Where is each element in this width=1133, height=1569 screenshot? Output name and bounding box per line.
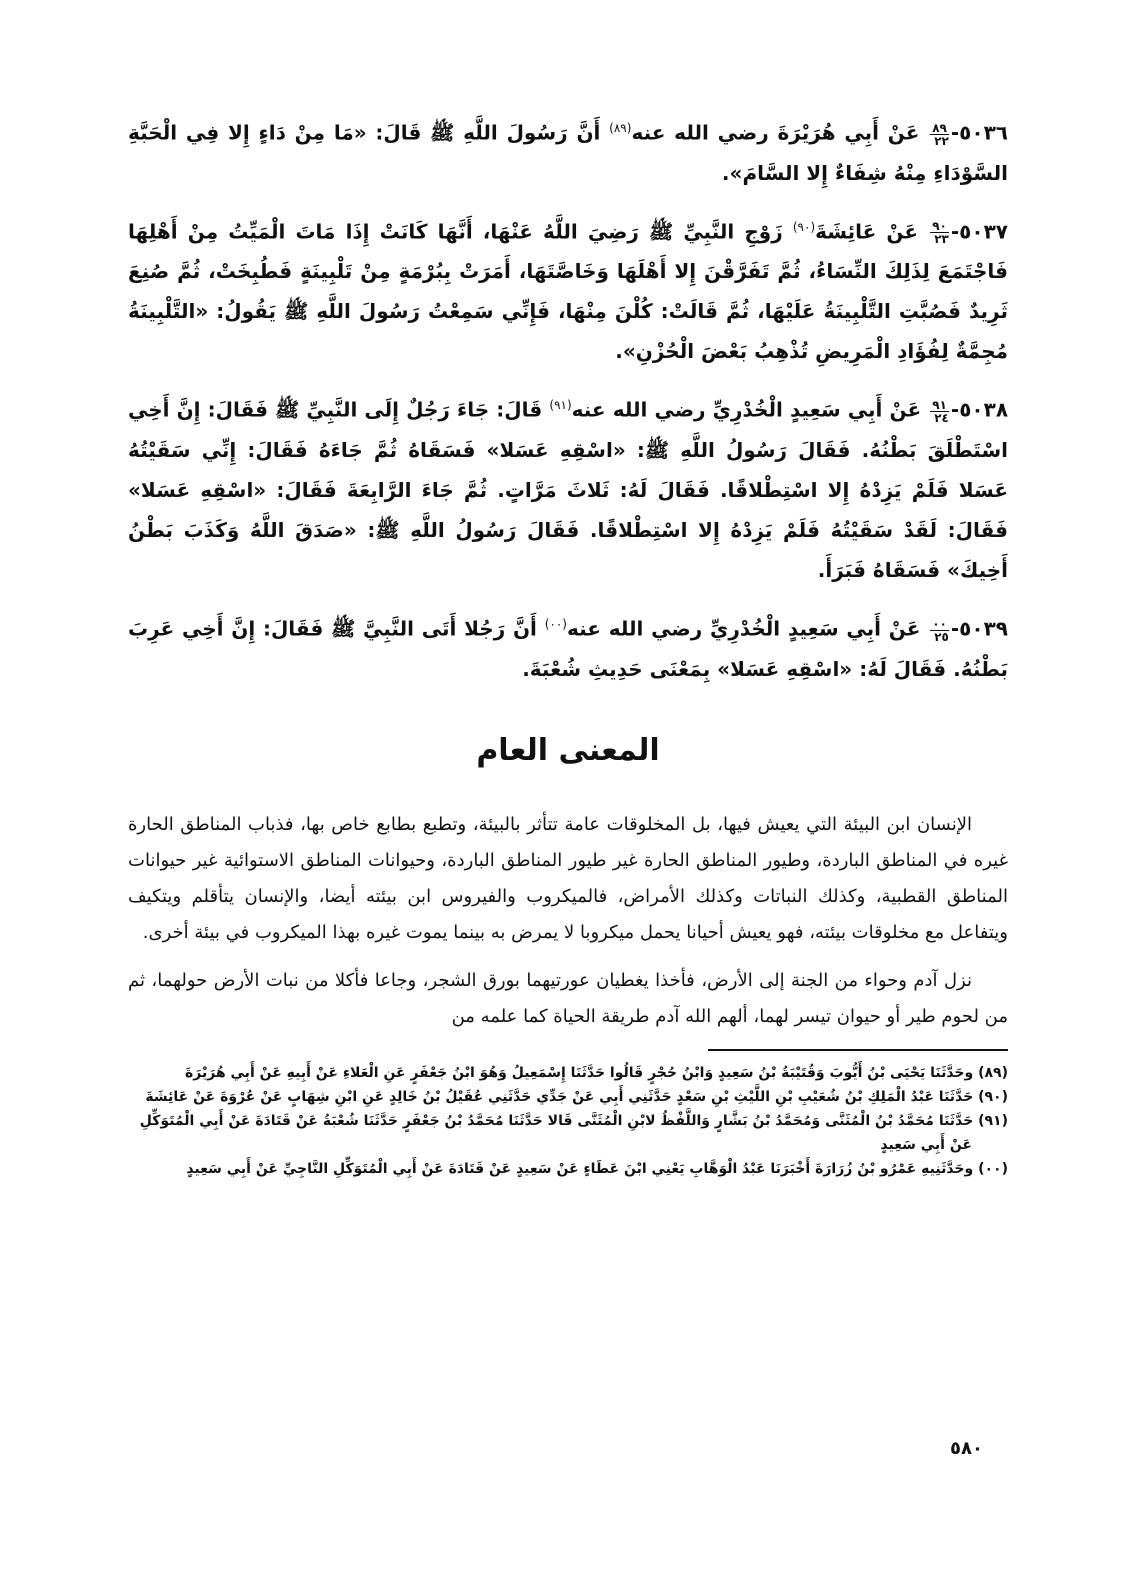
hadith-fraction: $\frac{٩١}{٢٤}$ bbox=[932, 397, 949, 425]
footnote-90: (٩٠) حَدَّثَنَا عَبْدُ الْمَلِكِ بْنُ شُعَيْبِ بْنِ اللَّيْثِ بْنِ سَعْدٍ حَدَّثَنِي أَبِي عَنْ جَدِّي حَدَّثَنِي عُقَيْلُ بْنُ خَالِدٍ عَنِ ابْنِ شِهَابٍ عَنْ عُرْوَةَ عَنْ عَائِشَةَ bbox=[145, 1088, 1008, 1105]
hadith-text-start: عَنْ أَبِي سَعِيدٍ الْخُدْرِيِّ رضي الله عنه bbox=[571, 397, 922, 422]
hadith-5039 bbox=[128, 604, 1008, 689]
footnote-divider bbox=[708, 1049, 1008, 1051]
hadith-5038 bbox=[128, 385, 1008, 590]
hadith-number: ٥٠٣٦- bbox=[950, 120, 1008, 145]
footnote-ref[interactable]: (٩٠) bbox=[792, 219, 816, 234]
hadith-text: زَوْجِ النَّبِيِّ ﷺ رَضِيَ اللَّهُ عَنْهَا، أَنَّهَا كَانَتْ إِذَا مَاتَ الْمَيِّتُ مِنْ أَهْلِهَا فَاجْتَمَعَ لِذَلِكَ النِّسَاءُ، ثُمَّ تَفَرَّقْنَ إِلا أَهْلَهَا وَخَاصَّتَهَا، أَمَرَتْ بِبُرْمَةٍ مِنْ تَلْبِينَةٍ فَطُبِخَتْ، ثُمَّ صُنِعَ ثَرِيدٌ فَصُبَّتِ التَّلْبِينَةُ عَلَيْهَا، ثُمَّ قَالَتْ: كُلْنَ مِنْهَا، فَإِنِّي سَمِعْتُ رَسُولَ اللَّهِ ﷺ يَقُولُ: «التَّلْبِينَةُ مُجِمَّةٌ لِفُؤَادِ الْمَرِيضِ تُذْهِبُ بَعْضَ الْحُزْنِ». bbox=[128, 219, 1008, 364]
hadith-fraction: $\frac{٨٩}{٢٢}$ bbox=[932, 120, 949, 148]
footnote-89: (٨٩) وحَدَّثَنَا يَحْيَى بْنُ أَيُّوبَ وَقُتَيْبَةُ بْنُ سَعِيدٍ وَابْنُ حُجْرٍ قَالُوا حَدَّثَنَا إِسْمَعِيلُ وَهُوَ ابْنُ جَعْفَرٍ عَنِ الْعَلاءِ عَنْ أَبِيهِ عَنْ أَبِي هُرَيْرَةَ bbox=[185, 1064, 1008, 1081]
footnote-91: (٩١) حَدَّثَنَا مُحَمَّدُ بْنُ الْمُثَنَّى وَمُحَمَّدُ بْنُ بَشَّارٍ وَاللَّفْظُ لابْنِ الْمُثَنَّى قَالا حَدَّثَنَا مُحَمَّدُ بْنُ جَعْفَرٍ حَدَّثَنَا شُعْبَةُ عَنْ قَتَادَةَ عَنْ أَبِي الْمُتَوَكِّلِ عَنْ أَبِي سَعِيدٍ bbox=[139, 1112, 1008, 1153]
hadith-fraction: $\frac{٠٠}{٢٥}$ bbox=[932, 616, 949, 644]
hadith-text: أَنَّ رَسُولَ اللَّهِ ﷺ قَالَ: «مَا مِنْ دَاءٍ إِلا فِي الْحَبَّةِ السَّوْدَاءِ مِنْهُ شِفَاءٌ إِلا السَّامَ». bbox=[128, 120, 1008, 185]
hadith-text-start: عَنْ أَبِي هُرَيْرَةَ رضي الله عنه bbox=[631, 120, 920, 145]
footnote-ref[interactable]: (٨٩) bbox=[609, 121, 632, 135]
hadith-5037 bbox=[128, 207, 1008, 372]
hadith-text: قَالَ: جَاءَ رَجُلٌ إِلَى النَّبِيِّ ﷺ فَقَالَ: إِنَّ أَخِي اسْتَطْلَقَ بَطْنُهُ. فَقَالَ رَسُولُ اللَّهِ ﷺ: «اسْقِهِ عَسَلا» فَسَقَاهُ ثُمَّ جَاءَهُ فَقَالَ: إِنِّي سَقَيْتُهُ عَسَلا فَلَمْ يَزِدْهُ إِلا اسْتِطْلاقًا. فَقَالَ لَهُ: ثَلاثَ مَرَّاتٍ. ثُمَّ جَاءَ الرَّابِعَةَ فَقَالَ: «اسْقِهِ عَسَلا» فَقَالَ: لَقَدْ سَقَيْتُهُ فَلَمْ يَزِدْهُ إِلا اسْتِطْلاقًا. فَقَالَ رَسُولُ اللَّهِ ﷺ: «صَدَقَ اللَّهُ وَكَذَبَ بَطْنُ أَخِيكَ» فَسَقَاهُ فَبَرَأَ. bbox=[128, 397, 1008, 582]
body-paragraph: نزل آدم وحواء من الجنة إلى الأرض، فأخذا يغطيان عورتيهما بورق الشجر، وجاعا فأكلا من نبات الأرض حولهما، ثم من لحوم طير أو حيوان تيسر لهما، ألهم الله آدم طريقة الحياة كما علمه من bbox=[128, 969, 1008, 1027]
footnote-ref[interactable]: (٩١) bbox=[549, 398, 572, 413]
hadith-text-start: عَنْ عَائِشَةَ bbox=[815, 219, 919, 244]
footnote-00: (٠٠) وحَدَّثَنِيهِ عَمْرُو بْنُ زُرَارَةَ أَخْبَرَنَا عَبْدُ الْوَهَّابِ يَعْنِي ابْنَ عَطَاءٍ عَنْ سَعِيدٍ عَنْ قَتَادَةَ عَنْ أَبِي الْمُتَوَكِّلِ النَّاجِيِّ عَنْ أَبِي سَعِيدٍ bbox=[186, 1160, 1008, 1177]
hadith-text: أَنَّ رَجُلا أَتَى النَّبِيَّ ﷺ فَقَالَ: إِنَّ أَخِي عَرِبَ بَطْنُهُ. فَقَالَ لَهُ: «اسْقِهِ عَسَلا» بِمَعْنَى حَدِيثِ شُعْبَةَ. bbox=[128, 616, 1008, 681]
footnote-ref[interactable]: (٠٠) bbox=[544, 616, 567, 631]
hadith-5036 bbox=[128, 108, 1008, 193]
body-paragraph: الإنسان ابن البيئة التي يعيش فيها، بل المخلوقات عامة تتأثر بالبيئة، وتطبع بطابع خاص بها، فذباب المناطق الحارة غيره في المناطق الباردة، وطيور المناطق الحارة غير طيور المناطق الباردة، وحيوانات المناطق الاستوائية غير حيوانات المناطق القطبية، وكذلك النباتات وكذلك الأمراض، فالميكروب والفيروس ابن بيئته أيضا، والإنسان يتأقلم ويتكيف ويتفاعل مع مخلوقات بيئته، فهو يعيش أحيانا يحمل ميكروبا لا يمرض به بينما يموت غيره بهذا الميكروب في بيئة أخرى. bbox=[128, 813, 1008, 943]
hadith-number: ٥٠٣٩- bbox=[950, 616, 1008, 641]
section-title: المعنى العام bbox=[476, 732, 660, 768]
page-number: ٥٨٠ bbox=[950, 1438, 983, 1459]
hadith-fraction: $\frac{٩٠}{٢٣}$ bbox=[932, 219, 949, 247]
hadith-number: ٥٠٣٨- bbox=[950, 397, 1009, 422]
hadith-text-start: عَنْ أَبِي سَعِيدٍ الْخُدْرِيِّ رضي الله عنه bbox=[566, 616, 921, 641]
hadith-number: ٥٠٣٧- bbox=[950, 219, 1008, 244]
book-page bbox=[128, 108, 1008, 1181]
